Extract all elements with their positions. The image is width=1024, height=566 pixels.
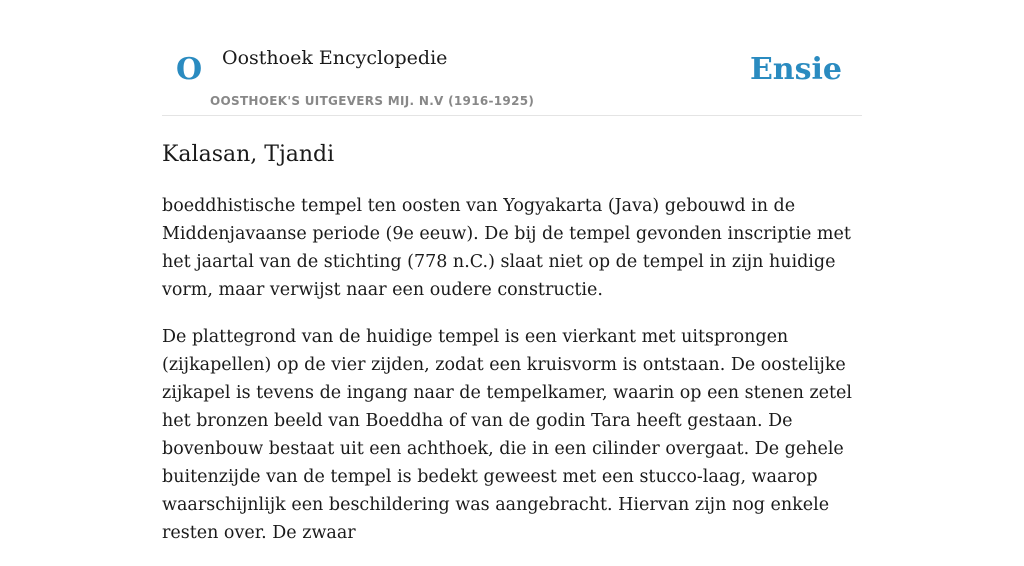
site-subtitle: OOSTHOEK'S UITGEVERS MIJ. N.V (1916-1925) bbox=[210, 94, 535, 108]
article-body bbox=[162, 192, 866, 566]
article-title: Kalasan, Tjandi bbox=[162, 142, 335, 167]
logo-letter[interactable]: O bbox=[176, 52, 203, 87]
article-paragraph: De plattegrond van de huidige tempel is een vierkant met uitsprongen (zijkapellen) op de vier zijden, zodat een kruisvorm is ontstaan. De oostelijke zijkapel is tevens de ingang naar de tempelkamer, waarin op een stenen zetel het bronzen beeld van Boeddha of van de godin Tara heeft gestaan. De bovenbouw bestaat uit een achthoek, die in een cilinder overgaat. De gehele buitenzijde van de tempel is bedekt geweest met een stucco-laag, waarop waarschijnlijk een beschildering was aangebracht. Hiervan zijn nog enkele resten over. De zwaar bbox=[162, 327, 853, 543]
brand-logo[interactable]: Ensie bbox=[749, 52, 842, 87]
site-title[interactable]: Oosthoek Encyclopedie bbox=[222, 47, 448, 69]
site-header bbox=[162, 40, 862, 116]
article-paragraph: boeddhistische tempel ten oosten van Yogyakarta (Java) gebouwd in de Middenjavaanse periode (9e eeuw). De bij de tempel gevonden inscriptie met het jaartal van de stichting (778 n.C.) slaat niet op de tempel in zijn huidige vorm, maar verwijst naar een oudere constructie. bbox=[162, 196, 851, 300]
